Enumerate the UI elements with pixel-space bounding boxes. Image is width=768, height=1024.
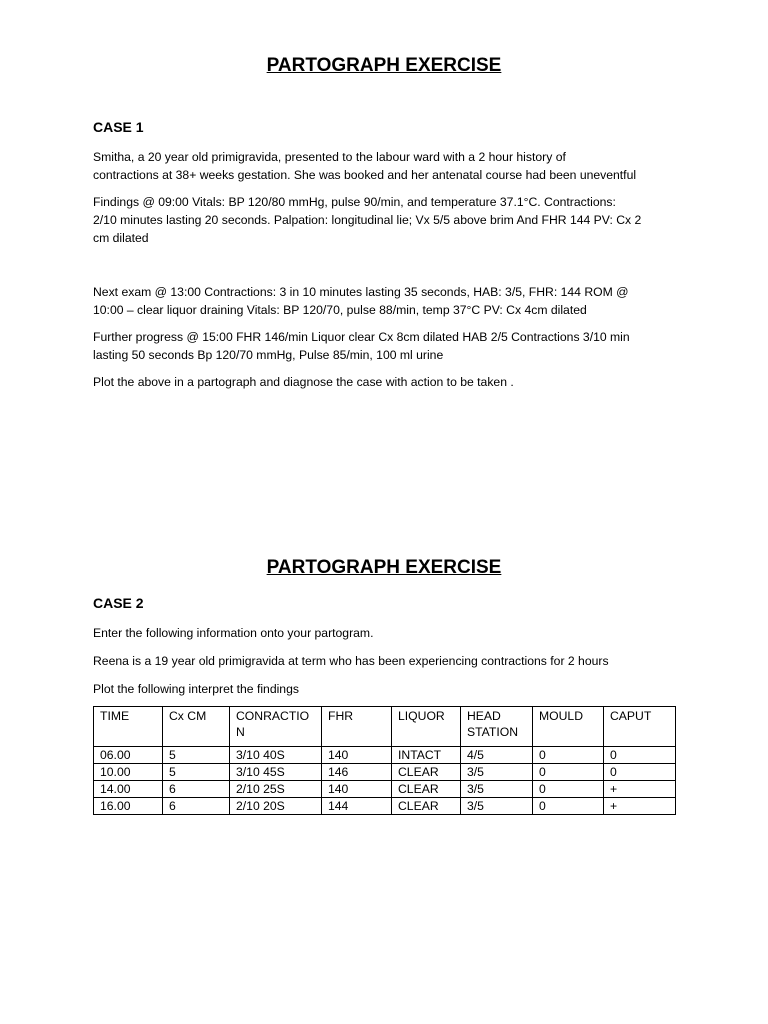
- cell-mould: 0: [533, 798, 604, 815]
- cell-caput: +: [604, 798, 676, 815]
- case2-title: PARTOGRAPH EXERCISE: [266, 557, 502, 578]
- cell-contraction: 3/10 45S: [230, 764, 322, 781]
- table-row: [94, 798, 676, 815]
- case2-findings-table: [93, 706, 676, 815]
- table-header-row: [94, 707, 676, 747]
- cell-mould: 0: [533, 764, 604, 781]
- cell-contraction: 3/10 40S: [230, 747, 322, 764]
- case2-heading: CASE 2: [93, 595, 144, 611]
- table-row: [94, 747, 676, 764]
- col-header-cervix: Cx CM: [163, 707, 230, 747]
- cell-time: 06.00: [94, 747, 163, 764]
- table-row: [94, 764, 676, 781]
- case1-paragraph-further-progress: Further progress @ 15:00 FHR 146/min Liquor clear Cx 8cm dilated HAB 2/5 Contractions 3/10 min lasting 50 seconds Bp 120/70 mmHg, Pulse 85/min, 100 ml urine: [93, 330, 630, 362]
- cell-mould: 0: [533, 781, 604, 798]
- table-row: [94, 781, 676, 798]
- case1-paragraph-findings: Findings @ 09:00 Vitals: BP 120/80 mmHg, pulse 90/min, and temperature 37.1°C. Contractions: 2/10 minutes lasting 20 seconds. Palpation: longitudinal lie; Vx 5/5 above brim And FHR 144 PV: Cx 2 cm dilated: [93, 195, 642, 245]
- case2-paragraph-plot: Plot the following interpret the findings: [93, 682, 299, 696]
- col-header-caput: CAPUT: [604, 707, 676, 747]
- cell-liquor: CLEAR: [392, 764, 461, 781]
- cell-time: 14.00: [94, 781, 163, 798]
- case2-paragraph-instruction: Enter the following information onto your partogram.: [93, 626, 374, 640]
- case2-paragraph-patient: Reena is a 19 year old primigravida at term who has been experiencing contractions for 2 hours: [93, 654, 609, 668]
- cell-fhr: 140: [322, 781, 392, 798]
- col-header-head-station: HEAD STATION: [461, 707, 533, 747]
- case1-paragraph-intro: Smitha, a 20 year old primigravida, presented to the labour ward with a 2 hour history of contractions at 38+ weeks gestation. She was booked and her antenatal course had been uneventful: [93, 150, 637, 182]
- cell-cervix: 5: [163, 747, 230, 764]
- cell-fhr: 144: [322, 798, 392, 815]
- cell-mould: 0: [533, 747, 604, 764]
- case1-title: PARTOGRAPH EXERCISE: [266, 55, 502, 76]
- cell-head-station: 4/5: [461, 747, 533, 764]
- cell-caput: +: [604, 781, 676, 798]
- cell-caput: 0: [604, 764, 676, 781]
- case1-heading: CASE 1: [93, 119, 144, 135]
- cell-caput: 0: [604, 747, 676, 764]
- col-header-contraction: CONRACTIO N: [230, 707, 322, 747]
- cell-contraction: 2/10 20S: [230, 798, 322, 815]
- col-header-time: TIME: [94, 707, 163, 747]
- case1-paragraph-next-exam: Next exam @ 13:00 Contractions: 3 in 10 minutes lasting 35 seconds, HAB: 3/5, FHR: 144 ROM @ 10:00 – clear liquor draining Vitals: BP 120/70, pulse 88/min, temp 37°C PV: Cx 4cm dilated: [93, 285, 629, 317]
- cell-fhr: 146: [322, 764, 392, 781]
- cell-head-station: 3/5: [461, 781, 533, 798]
- cell-head-station: 3/5: [461, 798, 533, 815]
- cell-head-station: 3/5: [461, 764, 533, 781]
- col-header-mould: MOULD: [533, 707, 604, 747]
- col-header-liquor: LIQUOR: [392, 707, 461, 747]
- cell-time: 16.00: [94, 798, 163, 815]
- cell-liquor: INTACT: [392, 747, 461, 764]
- case1-paragraph-instruction: Plot the above in a partograph and diagnose the case with action to be taken .: [93, 375, 514, 389]
- cell-time: 10.00: [94, 764, 163, 781]
- cell-cervix: 6: [163, 781, 230, 798]
- cell-fhr: 140: [322, 747, 392, 764]
- cell-liquor: CLEAR: [392, 798, 461, 815]
- cell-contraction: 2/10 25S: [230, 781, 322, 798]
- cell-liquor: CLEAR: [392, 781, 461, 798]
- cell-cervix: 6: [163, 798, 230, 815]
- col-header-fhr: FHR: [322, 707, 392, 747]
- cell-cervix: 5: [163, 764, 230, 781]
